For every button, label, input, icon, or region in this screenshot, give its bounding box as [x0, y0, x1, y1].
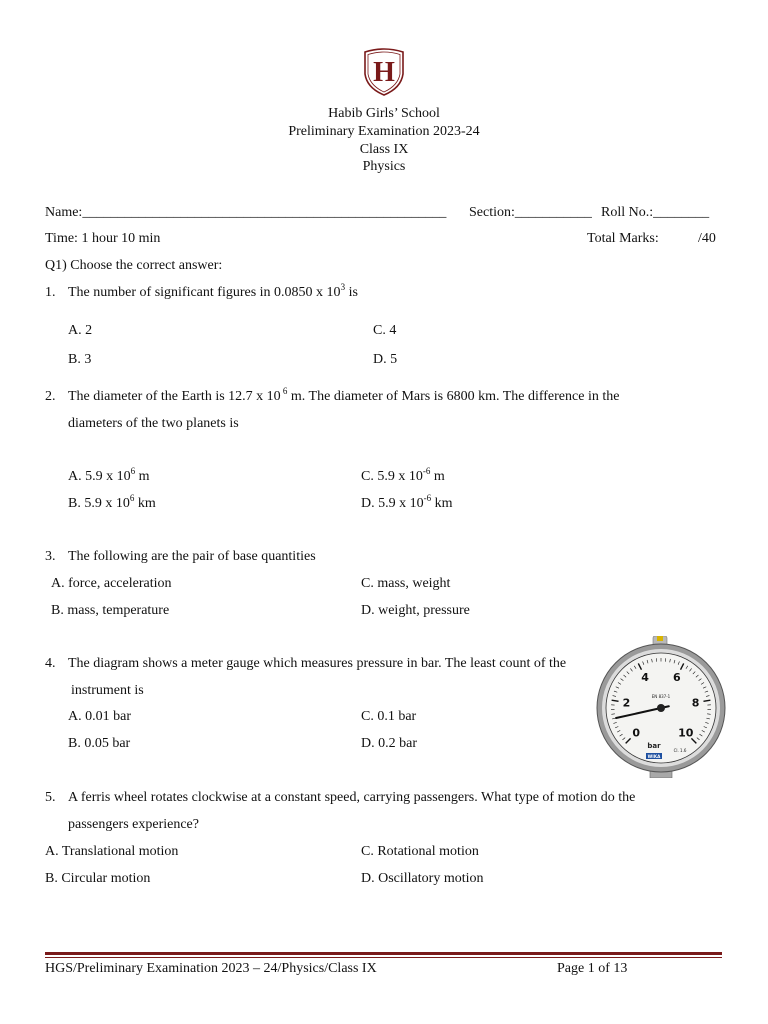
question-4-option-b: B. 0.05 bar: [68, 736, 131, 751]
footer-rule-thin: [45, 957, 722, 958]
question-5-option-d: D. Oscillatory motion: [361, 871, 484, 886]
question-5-stem: A ferris wheel rotates clockwise at a constant speed, carrying passengers. What type of motion do the: [68, 790, 636, 805]
gauge-scale-label: 2: [622, 696, 631, 710]
pressure-gauge-image: [596, 636, 726, 778]
school-crest-logo: [361, 46, 407, 96]
footer-rule-thick: [45, 952, 722, 955]
question-1-number: 1.: [45, 285, 56, 300]
question-3-option-b: B. mass, temperature: [51, 603, 170, 618]
gauge-scale-label: 4: [641, 670, 649, 684]
footer-page-number: Page 1 of 13: [557, 961, 628, 976]
gauge-class-text: Cl. 1.6: [673, 748, 687, 753]
total-marks-value: /40: [698, 231, 716, 246]
q1-heading: Q1) Choose the correct answer:: [45, 258, 223, 273]
gauge-brand-mark: WIKA: [647, 754, 661, 759]
time-allowed: Time: 1 hour 10 min: [45, 231, 161, 246]
section-field-label: Section:___________: [469, 205, 592, 220]
question-3-option-a: A. force, acceleration: [51, 576, 172, 591]
gauge-unit-label: bar: [647, 742, 661, 750]
question-4-option-d: D. 0.2 bar: [361, 736, 417, 751]
question-5-option-c: C. Rotational motion: [361, 844, 479, 859]
question-1-option-c: C. 4: [373, 323, 397, 338]
question-1-option-b: B. 3: [68, 352, 92, 367]
question-3-stem: The following are the pair of base quantities: [68, 549, 316, 564]
question-2-option-d: D. 5.9 x $10^{-6}$ km: [361, 493, 453, 511]
question-2-option-b: B. 5.9 x $10^6$ km: [68, 493, 156, 511]
roll-number-field-label: Roll No.:________: [601, 205, 710, 220]
question-3-number: 3.: [45, 549, 56, 564]
question-4-option-a: A. 0.01 bar: [68, 709, 131, 724]
question-2-stem-line2: diameters of the two planets is: [68, 416, 239, 431]
question-5-option-b: B. Circular motion: [45, 871, 151, 886]
name-field-label: Name:____________________________________________________: [45, 205, 447, 220]
question-1-option-a: A. 2: [68, 323, 93, 338]
question-4-stem: The diagram shows a meter gauge which measures pressure in bar. The least count of the: [68, 656, 567, 671]
question-4-option-c: C. 0.1 bar: [361, 709, 417, 724]
exam-title: Preliminary Examination 2023-24: [288, 124, 480, 139]
gauge-scale-label: 6: [673, 670, 681, 684]
school-name: Habib Girls’ School: [328, 106, 440, 121]
question-5-option-a: A. Translational motion: [45, 844, 179, 859]
subject-title: Physics: [362, 159, 406, 174]
question-2-stem: The diameter of the Earth is 12.7 x 10 $^6$ m. The diameter of Mars is 6800 km. The difference in the: [68, 386, 620, 404]
class-title: Class IX: [359, 142, 409, 157]
gauge-scale-label: 8: [691, 696, 700, 710]
question-3-option-d: D. weight, pressure: [361, 603, 470, 618]
gauge-scale-label: 10: [678, 726, 694, 740]
question-1-option-d: D. 5: [373, 352, 398, 367]
question-2-option-c: C. 5.9 x $10^{-6}$ m: [361, 466, 445, 484]
question-1-stem: The number of significant figures in 0.0850 x $10^3$ is: [68, 282, 358, 300]
question-5-number: 5.: [45, 790, 56, 805]
question-2-number: 2.: [45, 389, 56, 404]
footer-document-id: HGS/Preliminary Examination 2023 – 24/Physics/Class IX: [45, 961, 377, 976]
question-4-stem-line2: instrument is: [71, 683, 144, 698]
gauge-scale-label: 0: [632, 726, 641, 740]
gauge-standard-text: EN 837-1: [651, 694, 671, 699]
question-2-option-a: A. 5.9 x $10^6$ m: [68, 466, 150, 484]
question-5-stem-line2: passengers experience?: [68, 817, 199, 832]
question-4-number: 4.: [45, 656, 56, 671]
total-marks-label: Total Marks:: [587, 231, 659, 246]
question-3-option-c: C. mass, weight: [361, 576, 451, 591]
logo-letter: H: [373, 57, 395, 88]
